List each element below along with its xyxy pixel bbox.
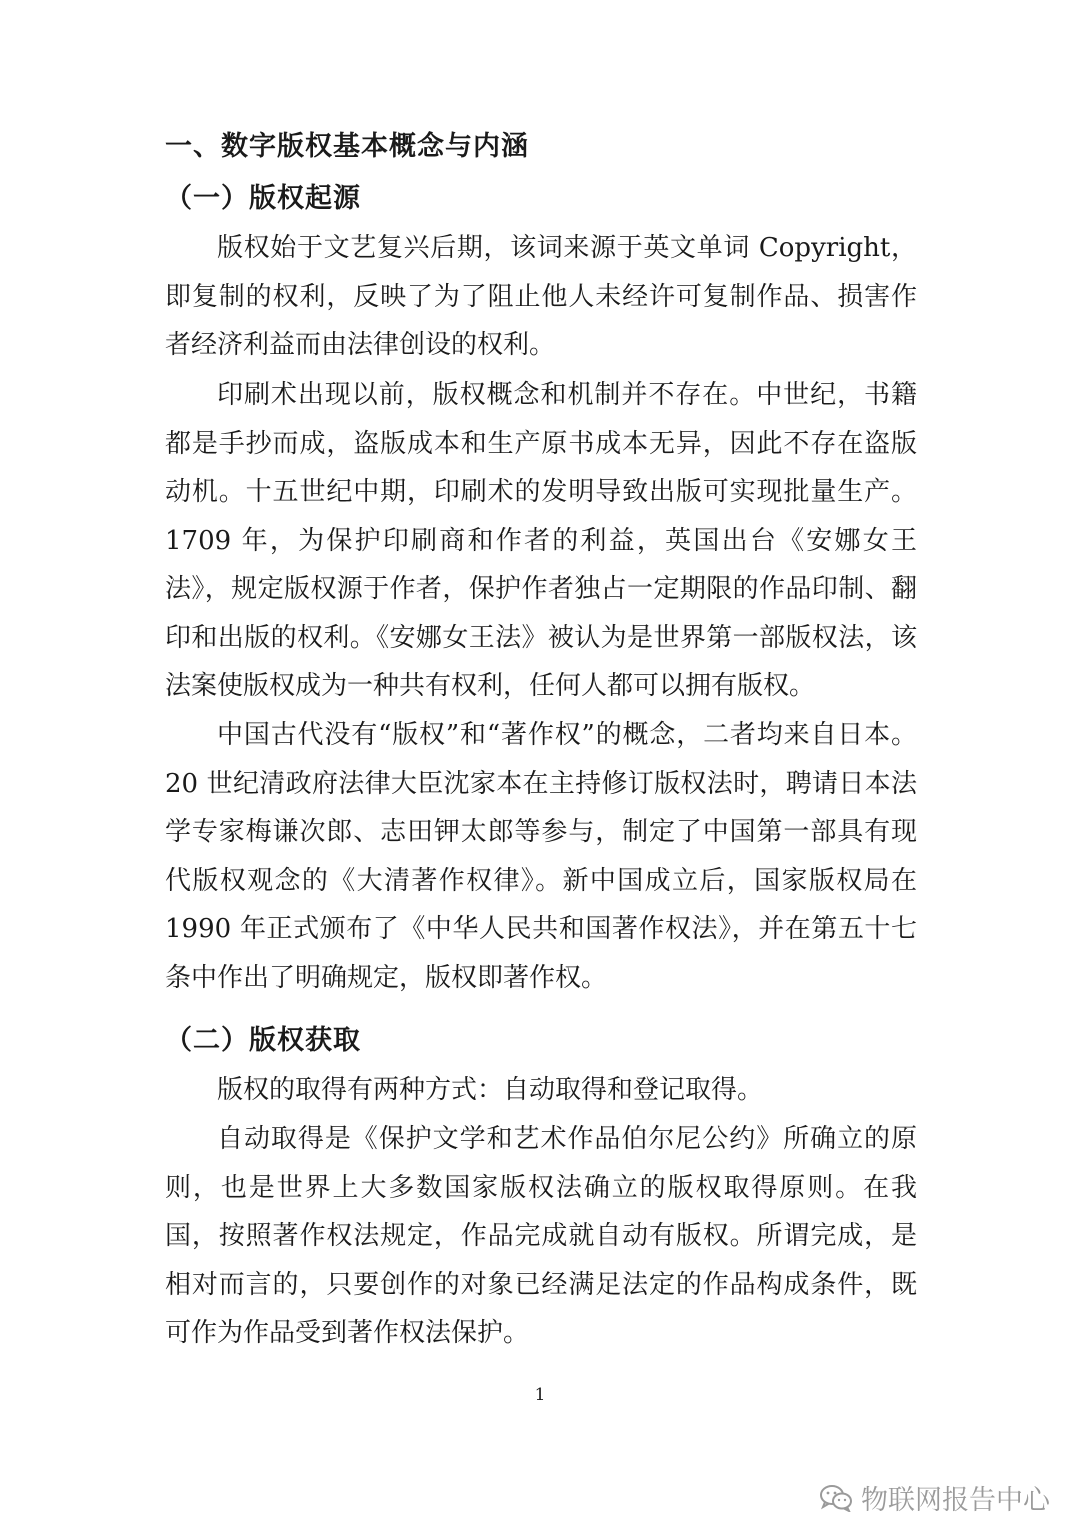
watermark-text: 物联网报告中心 [861, 1485, 1050, 1516]
watermark [819, 1478, 1050, 1517]
wechat-icon [819, 1484, 853, 1512]
paragraph: 中国古代没有“版权”和“著作权”的概念，二者均来自日本。20 世纪清政府法律大臣沈家本在主持修订版权法时，聘请日本法学专家梅谦次郎、志田钾太郎等参与，制定了中国第一部具有现代版权观念的《大清著作权律》。新中国成立后，国家版权局在 1990 年正式颁布了《中华人民共和国著作权法》，并在第五十七条中作出了明确规定，版权即著作权。 [165, 720, 917, 993]
section-heading: 一、数字版权基本概念与内涵 [165, 131, 529, 162]
paragraph: 版权始于文艺复兴后期，该词来源于英文单词 Copyright，即复制的权利，反映了为了阻止他人未经许可复制作品、损害作者经济利益而由法律创设的权利。 [165, 233, 917, 360]
paragraph: 版权的取得有两种方式：自动取得和登记取得。 [217, 1075, 764, 1105]
paragraph: 印刷术出现以前，版权概念和机制并不存在。中世纪，书籍都是手抄而成，盗版成本和生产原书成本无异，因此不存在盗版动机。十五世纪中期，印刷术的发明导致出版可实现批量生产。1709 年，为保护印刷商和作者的利益，英国出台《安娜女王法》，规定版权源于作者，保护作者独占一定期限的作品印制、翻印和出版的权利。《安娜女王法》被认为是世界第一部版权法，该法案使版权成为一种共有权利，任何人都可以拥有版权。 [165, 380, 917, 701]
subsection-title-origin: （一）版权起源 [165, 183, 361, 214]
subsection-title-acquisition: （二）版权获取 [165, 1025, 361, 1056]
page-number: 1 [534, 1385, 546, 1405]
paragraph: 自动取得是《保护文学和艺术作品伯尔尼公约》所确立的原则，也是世界上大多数国家版权法确立的版权取得原则。在我国，按照著作权法规定，作品完成就自动有版权。所谓完成，是相对而言的，只要创作的对象已经满足法定的作品构成条件，既可作为作品受到著作权法保护。 [165, 1124, 917, 1348]
